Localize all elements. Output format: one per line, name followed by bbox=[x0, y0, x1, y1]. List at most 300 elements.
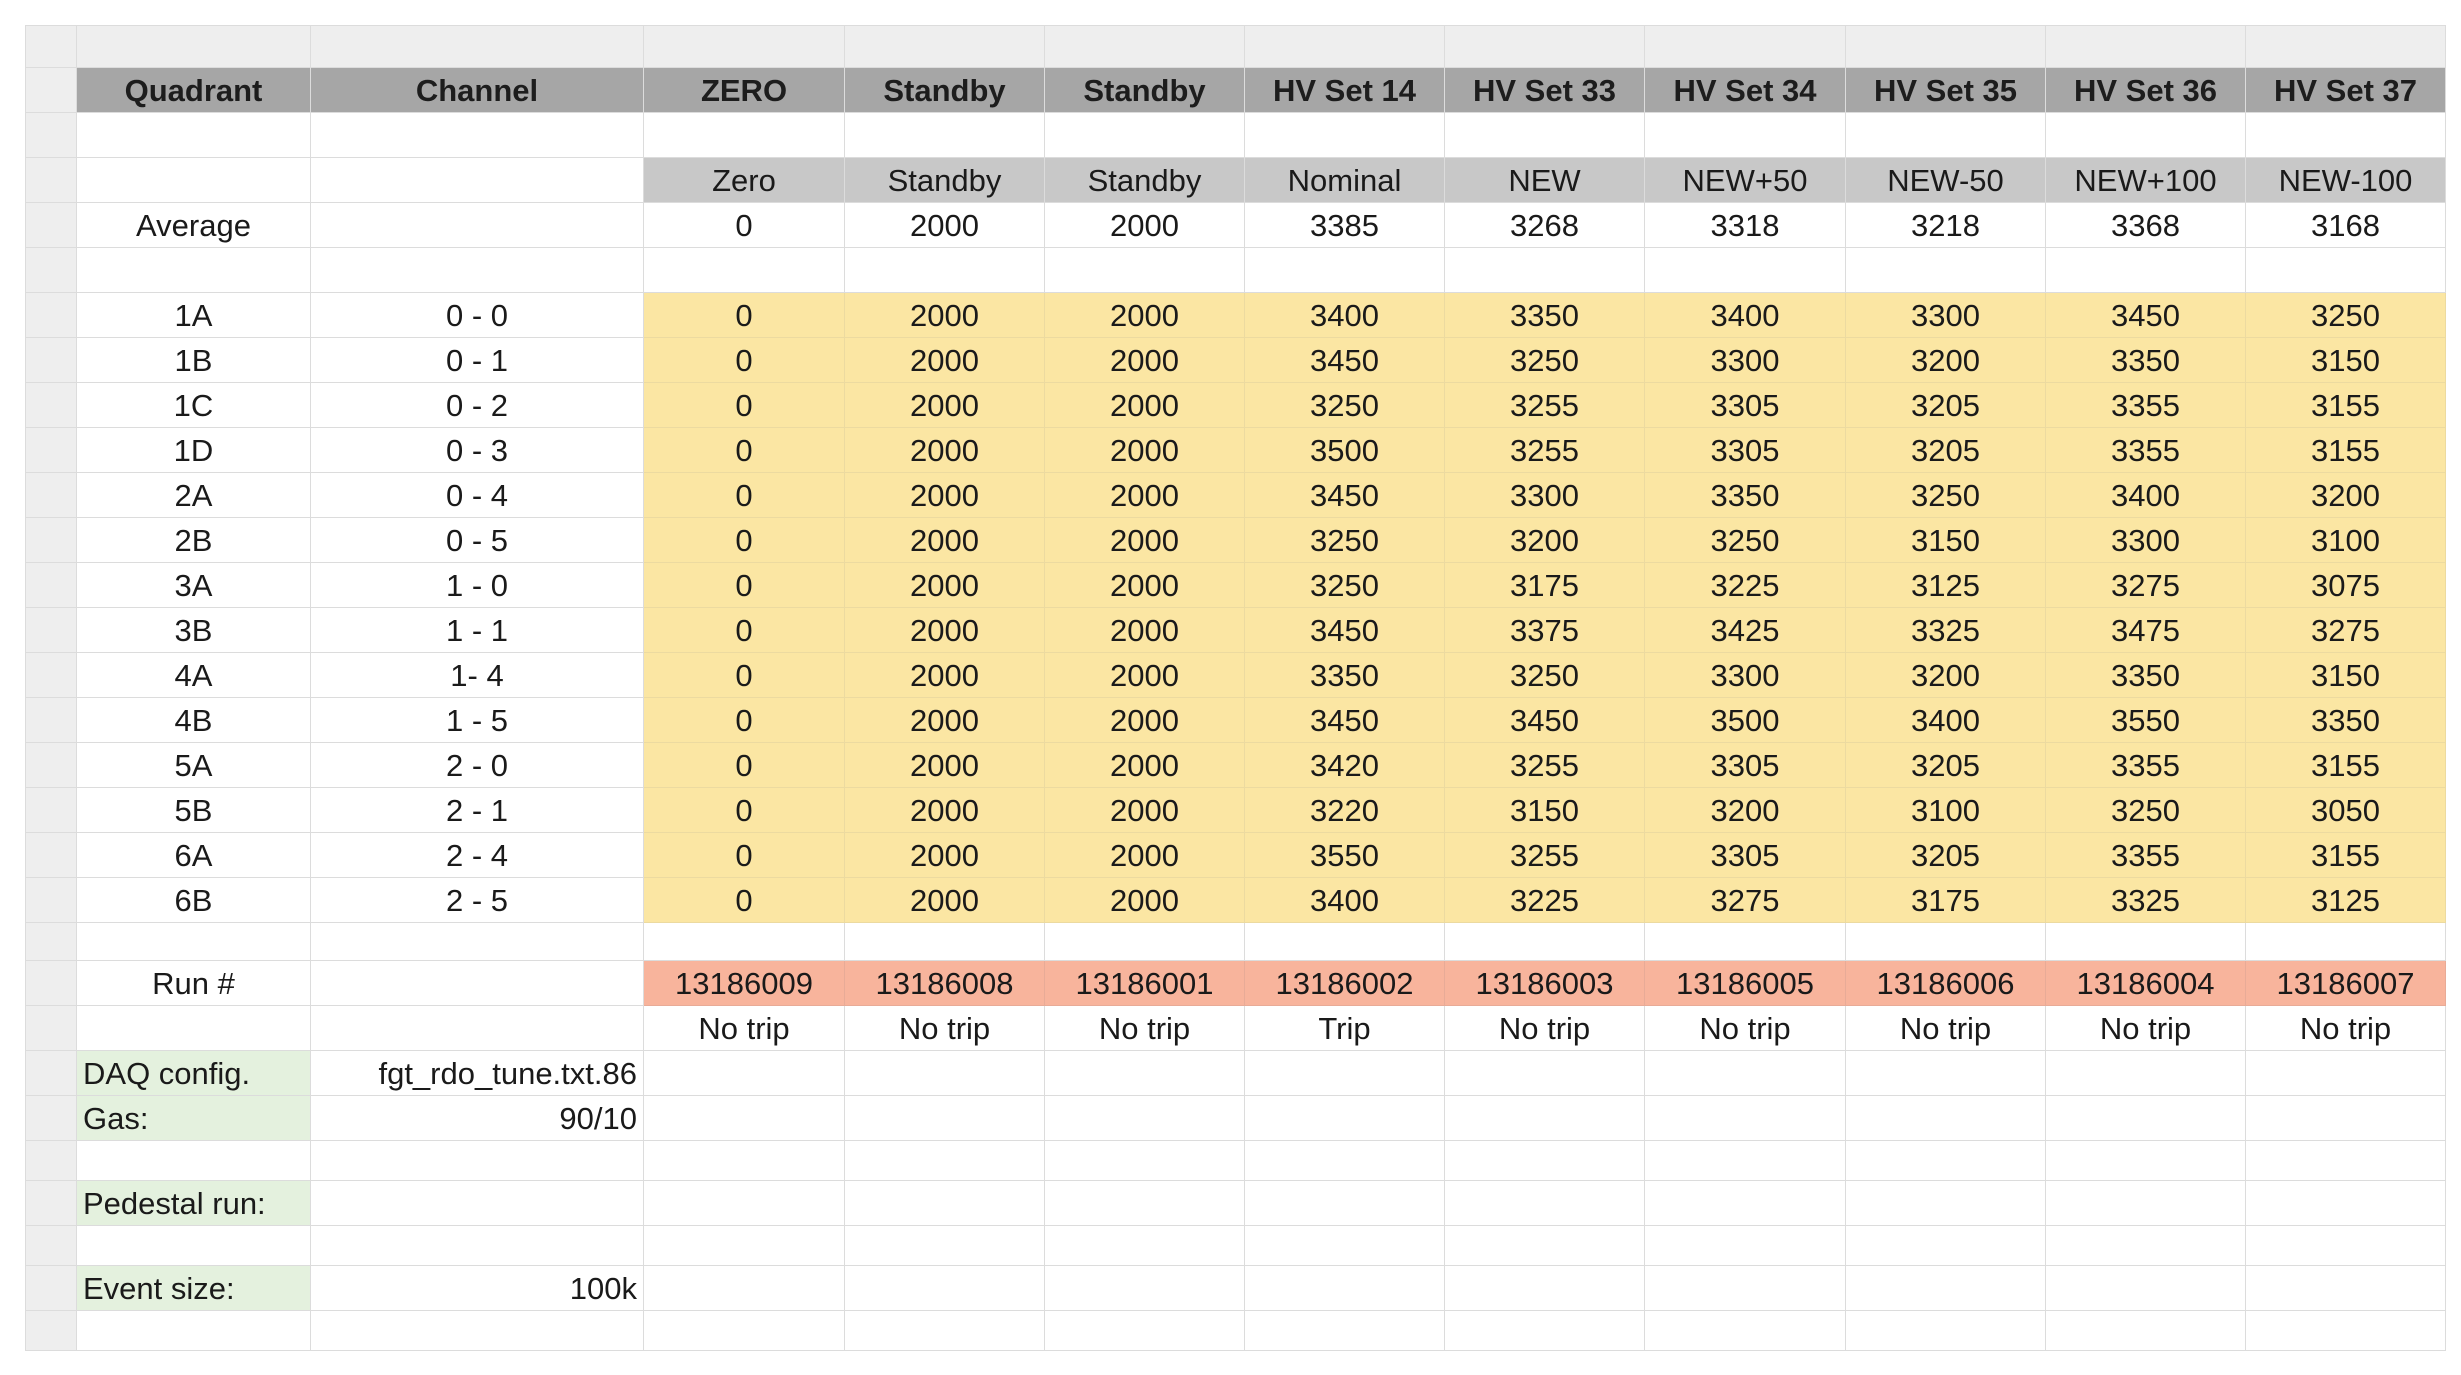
column-header[interactable]: HV Set 37 bbox=[2246, 68, 2446, 113]
hv-value-cell[interactable]: 3200 bbox=[2246, 473, 2446, 518]
empty-cell[interactable] bbox=[1846, 1051, 2046, 1096]
average-value[interactable]: 3385 bbox=[1245, 203, 1445, 248]
hv-value-cell[interactable]: 3150 bbox=[2246, 653, 2446, 698]
setting-label[interactable]: NEW+100 bbox=[2046, 158, 2246, 203]
empty-cell[interactable] bbox=[2046, 1096, 2246, 1141]
hv-value-cell[interactable]: 3375 bbox=[1445, 608, 1645, 653]
event-size-label[interactable]: Event size: bbox=[77, 1266, 311, 1311]
run-number-cell[interactable]: 13186001 bbox=[1045, 961, 1245, 1006]
trip-status-cell[interactable]: No trip bbox=[2046, 1006, 2246, 1051]
empty-cell[interactable] bbox=[2046, 1266, 2246, 1311]
hv-value-cell[interactable]: 2000 bbox=[1045, 293, 1245, 338]
empty-cell[interactable] bbox=[1846, 1181, 2046, 1226]
hv-value-cell[interactable]: 3500 bbox=[1645, 698, 1846, 743]
hv-value-cell[interactable]: 3200 bbox=[1445, 518, 1645, 563]
hv-value-cell[interactable]: 0 bbox=[644, 698, 845, 743]
hv-value-cell[interactable]: 3075 bbox=[2246, 563, 2446, 608]
empty-cell[interactable] bbox=[1445, 1051, 1645, 1096]
setting-label[interactable]: NEW bbox=[1445, 158, 1645, 203]
hv-value-cell[interactable]: 2000 bbox=[845, 833, 1045, 878]
row-header[interactable] bbox=[26, 1096, 77, 1141]
hv-value-cell[interactable]: 0 bbox=[644, 563, 845, 608]
empty-cell[interactable] bbox=[845, 248, 1045, 293]
setting-label[interactable]: NEW-100 bbox=[2246, 158, 2446, 203]
empty-cell[interactable] bbox=[311, 248, 644, 293]
average-value[interactable]: 0 bbox=[644, 203, 845, 248]
hv-value-cell[interactable]: 3400 bbox=[2046, 473, 2246, 518]
gas-label[interactable]: Gas: bbox=[77, 1096, 311, 1141]
run-label[interactable]: Run # bbox=[77, 961, 311, 1006]
hv-value-cell[interactable]: 3325 bbox=[1846, 608, 2046, 653]
hv-value-cell[interactable]: 0 bbox=[644, 338, 845, 383]
hv-value-cell[interactable]: 2000 bbox=[1045, 698, 1245, 743]
hv-value-cell[interactable]: 3250 bbox=[1445, 653, 1645, 698]
average-label[interactable]: Average bbox=[77, 203, 311, 248]
hv-value-cell[interactable]: 2000 bbox=[845, 293, 1045, 338]
empty-cell[interactable] bbox=[2246, 1266, 2446, 1311]
column-header[interactable]: HV Set 36 bbox=[2046, 68, 2246, 113]
hv-value-cell[interactable]: 3225 bbox=[1445, 878, 1645, 923]
hv-value-cell[interactable]: 3325 bbox=[2046, 878, 2246, 923]
run-number-cell[interactable]: 13186005 bbox=[1645, 961, 1846, 1006]
empty-cell[interactable] bbox=[845, 1266, 1045, 1311]
empty-cell[interactable] bbox=[2246, 1226, 2446, 1266]
empty-cell[interactable] bbox=[1846, 1266, 2046, 1311]
hv-value-cell[interactable]: 2000 bbox=[1045, 833, 1245, 878]
hv-value-cell[interactable]: 2000 bbox=[845, 473, 1045, 518]
hv-value-cell[interactable]: 3450 bbox=[1245, 608, 1445, 653]
empty-cell[interactable] bbox=[1645, 1051, 1846, 1096]
hv-value-cell[interactable]: 2000 bbox=[845, 563, 1045, 608]
empty-cell[interactable] bbox=[2046, 923, 2246, 961]
hv-value-cell[interactable]: 2000 bbox=[1045, 878, 1245, 923]
empty-cell[interactable] bbox=[2046, 1311, 2246, 1351]
row-header[interactable] bbox=[26, 203, 77, 248]
empty-cell[interactable] bbox=[2246, 1141, 2446, 1181]
empty-cell[interactable] bbox=[845, 26, 1045, 68]
hv-value-cell[interactable]: 2000 bbox=[1045, 428, 1245, 473]
empty-cell[interactable] bbox=[845, 113, 1045, 158]
channel-cell[interactable]: 0 - 3 bbox=[311, 428, 644, 473]
hv-value-cell[interactable]: 0 bbox=[644, 878, 845, 923]
daq-config-label[interactable]: DAQ config. bbox=[77, 1051, 311, 1096]
empty-cell[interactable] bbox=[1645, 248, 1846, 293]
empty-cell[interactable] bbox=[644, 26, 845, 68]
empty-cell[interactable] bbox=[1245, 26, 1445, 68]
hv-value-cell[interactable]: 2000 bbox=[1045, 743, 1245, 788]
hv-value-cell[interactable]: 2000 bbox=[845, 608, 1045, 653]
empty-cell[interactable] bbox=[1045, 1266, 1245, 1311]
hv-value-cell[interactable]: 2000 bbox=[1045, 473, 1245, 518]
average-value[interactable]: 2000 bbox=[1045, 203, 1245, 248]
average-value[interactable]: 3168 bbox=[2246, 203, 2446, 248]
hv-value-cell[interactable]: 3255 bbox=[1445, 383, 1645, 428]
empty-cell[interactable] bbox=[1245, 1266, 1445, 1311]
row-header[interactable] bbox=[26, 518, 77, 563]
empty-cell[interactable] bbox=[1846, 1141, 2046, 1181]
hv-value-cell[interactable]: 3350 bbox=[2046, 338, 2246, 383]
event-size-value[interactable]: 100k bbox=[311, 1266, 644, 1311]
hv-value-cell[interactable]: 3255 bbox=[1445, 833, 1645, 878]
row-header[interactable] bbox=[26, 1311, 77, 1351]
quadrant-cell[interactable]: 5B bbox=[77, 788, 311, 833]
empty-cell[interactable] bbox=[1846, 1096, 2046, 1141]
empty-cell[interactable] bbox=[1245, 1141, 1445, 1181]
quadrant-cell[interactable]: 3B bbox=[77, 608, 311, 653]
hv-value-cell[interactable]: 0 bbox=[644, 833, 845, 878]
empty-cell[interactable] bbox=[644, 1181, 845, 1226]
hv-value-cell[interactable]: 3250 bbox=[1245, 563, 1445, 608]
empty-cell[interactable] bbox=[644, 113, 845, 158]
hv-value-cell[interactable]: 3400 bbox=[1645, 293, 1846, 338]
channel-cell[interactable]: 0 - 1 bbox=[311, 338, 644, 383]
hv-value-cell[interactable]: 0 bbox=[644, 428, 845, 473]
empty-cell[interactable] bbox=[1045, 1096, 1245, 1141]
row-header[interactable] bbox=[26, 743, 77, 788]
row-header[interactable] bbox=[26, 26, 77, 68]
hv-value-cell[interactable]: 3450 bbox=[1245, 338, 1445, 383]
empty-cell[interactable] bbox=[1245, 1051, 1445, 1096]
hv-value-cell[interactable]: 3355 bbox=[2046, 833, 2246, 878]
average-value[interactable]: 3318 bbox=[1645, 203, 1846, 248]
hv-value-cell[interactable]: 3200 bbox=[1645, 788, 1846, 833]
hv-value-cell[interactable]: 3450 bbox=[1445, 698, 1645, 743]
gas-value[interactable]: 90/10 bbox=[311, 1096, 644, 1141]
hv-value-cell[interactable]: 3250 bbox=[2046, 788, 2246, 833]
hv-value-cell[interactable]: 2000 bbox=[1045, 653, 1245, 698]
row-header[interactable] bbox=[26, 608, 77, 653]
column-header[interactable]: Standby bbox=[845, 68, 1045, 113]
quadrant-cell[interactable]: 2A bbox=[77, 473, 311, 518]
empty-cell[interactable] bbox=[1445, 1226, 1645, 1266]
empty-cell[interactable] bbox=[1645, 923, 1846, 961]
empty-cell[interactable] bbox=[1245, 1096, 1445, 1141]
hv-value-cell[interactable]: 2000 bbox=[845, 788, 1045, 833]
row-header[interactable] bbox=[26, 1226, 77, 1266]
hv-value-cell[interactable]: 3420 bbox=[1245, 743, 1445, 788]
channel-cell[interactable]: 1- 4 bbox=[311, 653, 644, 698]
empty-cell[interactable] bbox=[1045, 1051, 1245, 1096]
empty-cell[interactable] bbox=[311, 1311, 644, 1351]
hv-value-cell[interactable]: 2000 bbox=[1045, 608, 1245, 653]
empty-cell[interactable] bbox=[1445, 1311, 1645, 1351]
empty-cell[interactable] bbox=[77, 26, 311, 68]
quadrant-cell[interactable]: 5A bbox=[77, 743, 311, 788]
empty-cell[interactable] bbox=[1846, 1311, 2046, 1351]
empty-cell[interactable] bbox=[644, 1266, 845, 1311]
trip-status-cell[interactable]: Trip bbox=[1245, 1006, 1445, 1051]
empty-cell[interactable] bbox=[2046, 1181, 2246, 1226]
empty-cell[interactable] bbox=[1846, 26, 2046, 68]
empty-cell[interactable] bbox=[1045, 1141, 1245, 1181]
empty-cell[interactable] bbox=[1245, 1181, 1445, 1226]
column-header[interactable]: Channel bbox=[311, 68, 644, 113]
hv-value-cell[interactable]: 0 bbox=[644, 608, 845, 653]
hv-value-cell[interactable]: 3350 bbox=[1645, 473, 1846, 518]
row-header[interactable] bbox=[26, 293, 77, 338]
setting-label[interactable]: Standby bbox=[1045, 158, 1245, 203]
empty-cell[interactable] bbox=[2046, 26, 2246, 68]
hv-value-cell[interactable]: 3150 bbox=[1846, 518, 2046, 563]
empty-cell[interactable] bbox=[1445, 26, 1645, 68]
row-header[interactable] bbox=[26, 1181, 77, 1226]
hv-value-cell[interactable]: 3205 bbox=[1846, 743, 2046, 788]
row-header[interactable] bbox=[26, 788, 77, 833]
channel-cell[interactable]: 0 - 4 bbox=[311, 473, 644, 518]
hv-value-cell[interactable]: 3250 bbox=[1645, 518, 1846, 563]
quadrant-cell[interactable]: 4A bbox=[77, 653, 311, 698]
hv-value-cell[interactable]: 3550 bbox=[1245, 833, 1445, 878]
empty-cell[interactable] bbox=[311, 961, 644, 1006]
empty-cell[interactable] bbox=[1445, 923, 1645, 961]
quadrant-cell[interactable]: 6A bbox=[77, 833, 311, 878]
hv-value-cell[interactable]: 2000 bbox=[1045, 383, 1245, 428]
empty-cell[interactable] bbox=[311, 26, 644, 68]
column-header[interactable]: HV Set 33 bbox=[1445, 68, 1645, 113]
empty-cell[interactable] bbox=[77, 1141, 311, 1181]
hv-value-cell[interactable]: 3220 bbox=[1245, 788, 1445, 833]
empty-cell[interactable] bbox=[1045, 923, 1245, 961]
quadrant-cell[interactable]: 1A bbox=[77, 293, 311, 338]
hv-value-cell[interactable]: 3550 bbox=[2046, 698, 2246, 743]
hv-value-cell[interactable]: 3205 bbox=[1846, 833, 2046, 878]
quadrant-cell[interactable]: 1D bbox=[77, 428, 311, 473]
empty-cell[interactable] bbox=[1645, 1226, 1846, 1266]
pedestal-run-value[interactable] bbox=[311, 1181, 644, 1226]
row-header[interactable] bbox=[26, 383, 77, 428]
empty-cell[interactable] bbox=[845, 1181, 1045, 1226]
channel-cell[interactable]: 2 - 0 bbox=[311, 743, 644, 788]
row-header[interactable] bbox=[26, 473, 77, 518]
row-header[interactable] bbox=[26, 113, 77, 158]
quadrant-cell[interactable]: 2B bbox=[77, 518, 311, 563]
hv-value-cell[interactable]: 3355 bbox=[2046, 428, 2246, 473]
empty-cell[interactable] bbox=[1846, 248, 2046, 293]
hv-value-cell[interactable]: 0 bbox=[644, 653, 845, 698]
run-number-cell[interactable]: 13186003 bbox=[1445, 961, 1645, 1006]
row-header[interactable] bbox=[26, 248, 77, 293]
empty-cell[interactable] bbox=[1645, 113, 1846, 158]
hv-value-cell[interactable]: 3200 bbox=[1846, 338, 2046, 383]
hv-value-cell[interactable]: 3155 bbox=[2246, 743, 2446, 788]
empty-cell[interactable] bbox=[1245, 113, 1445, 158]
hv-value-cell[interactable]: 0 bbox=[644, 743, 845, 788]
hv-value-cell[interactable]: 3305 bbox=[1645, 383, 1846, 428]
empty-cell[interactable] bbox=[2246, 248, 2446, 293]
empty-cell[interactable] bbox=[77, 248, 311, 293]
hv-value-cell[interactable]: 0 bbox=[644, 473, 845, 518]
hv-value-cell[interactable]: 3450 bbox=[1245, 473, 1445, 518]
hv-value-cell[interactable]: 2000 bbox=[1045, 338, 1245, 383]
hv-value-cell[interactable]: 2000 bbox=[845, 428, 1045, 473]
row-header[interactable] bbox=[26, 1051, 77, 1096]
empty-cell[interactable] bbox=[1245, 1226, 1445, 1266]
row-header[interactable] bbox=[26, 961, 77, 1006]
hv-value-cell[interactable]: 2000 bbox=[1045, 518, 1245, 563]
empty-cell[interactable] bbox=[77, 158, 311, 203]
empty-cell[interactable] bbox=[1846, 113, 2046, 158]
empty-cell[interactable] bbox=[1445, 1096, 1645, 1141]
empty-cell[interactable] bbox=[311, 158, 644, 203]
channel-cell[interactable]: 1 - 1 bbox=[311, 608, 644, 653]
average-value[interactable]: 3368 bbox=[2046, 203, 2246, 248]
trip-status-cell[interactable]: No trip bbox=[1846, 1006, 2046, 1051]
setting-label[interactable]: Standby bbox=[845, 158, 1045, 203]
row-header[interactable] bbox=[26, 563, 77, 608]
empty-cell[interactable] bbox=[311, 1006, 644, 1051]
hv-value-cell[interactable]: 3450 bbox=[2046, 293, 2246, 338]
setting-label[interactable]: Nominal bbox=[1245, 158, 1445, 203]
empty-cell[interactable] bbox=[2246, 113, 2446, 158]
run-number-cell[interactable]: 13186002 bbox=[1245, 961, 1445, 1006]
channel-cell[interactable]: 2 - 4 bbox=[311, 833, 644, 878]
hv-value-cell[interactable]: 3300 bbox=[1445, 473, 1645, 518]
trip-status-cell[interactable]: No trip bbox=[845, 1006, 1045, 1051]
hv-value-cell[interactable]: 2000 bbox=[845, 518, 1045, 563]
empty-cell[interactable] bbox=[1846, 923, 2046, 961]
empty-cell[interactable] bbox=[845, 923, 1045, 961]
row-header[interactable] bbox=[26, 653, 77, 698]
empty-cell[interactable] bbox=[1245, 923, 1445, 961]
hv-value-cell[interactable]: 3305 bbox=[1645, 833, 1846, 878]
empty-cell[interactable] bbox=[1645, 1096, 1846, 1141]
hv-value-cell[interactable]: 3300 bbox=[1645, 653, 1846, 698]
hv-value-cell[interactable]: 3205 bbox=[1846, 428, 2046, 473]
hv-value-cell[interactable]: 3355 bbox=[2046, 383, 2246, 428]
hv-value-cell[interactable]: 3425 bbox=[1645, 608, 1846, 653]
quadrant-cell[interactable]: 6B bbox=[77, 878, 311, 923]
empty-cell[interactable] bbox=[1045, 1226, 1245, 1266]
trip-status-cell[interactable]: No trip bbox=[1645, 1006, 1846, 1051]
hv-value-cell[interactable]: 2000 bbox=[845, 743, 1045, 788]
hv-value-cell[interactable]: 3350 bbox=[1445, 293, 1645, 338]
run-number-cell[interactable]: 13186004 bbox=[2046, 961, 2246, 1006]
trip-status-cell[interactable]: No trip bbox=[1045, 1006, 1245, 1051]
empty-cell[interactable] bbox=[1645, 1266, 1846, 1311]
row-header[interactable] bbox=[26, 1266, 77, 1311]
trip-status-cell[interactable]: No trip bbox=[1445, 1006, 1645, 1051]
hv-value-cell[interactable]: 2000 bbox=[845, 653, 1045, 698]
quadrant-cell[interactable]: 3A bbox=[77, 563, 311, 608]
row-header[interactable] bbox=[26, 158, 77, 203]
empty-cell[interactable] bbox=[2046, 113, 2246, 158]
empty-cell[interactable] bbox=[644, 1226, 845, 1266]
column-header[interactable]: HV Set 34 bbox=[1645, 68, 1846, 113]
channel-cell[interactable]: 0 - 5 bbox=[311, 518, 644, 563]
empty-cell[interactable] bbox=[1445, 1141, 1645, 1181]
empty-cell[interactable] bbox=[644, 1051, 845, 1096]
hv-value-cell[interactable]: 3200 bbox=[1846, 653, 2046, 698]
empty-cell[interactable] bbox=[644, 248, 845, 293]
hv-value-cell[interactable]: 3305 bbox=[1645, 428, 1846, 473]
empty-cell[interactable] bbox=[845, 1311, 1045, 1351]
hv-value-cell[interactable]: 3500 bbox=[1245, 428, 1445, 473]
empty-cell[interactable] bbox=[2246, 1096, 2446, 1141]
hv-value-cell[interactable]: 3205 bbox=[1846, 383, 2046, 428]
daq-config-value[interactable]: fgt_rdo_tune.txt.86 bbox=[311, 1051, 644, 1096]
empty-cell[interactable] bbox=[1045, 248, 1245, 293]
hv-value-cell[interactable]: 3305 bbox=[1645, 743, 1846, 788]
hv-value-cell[interactable]: 3250 bbox=[1245, 383, 1445, 428]
column-header[interactable]: ZERO bbox=[644, 68, 845, 113]
pedestal-run-label[interactable]: Pedestal run: bbox=[77, 1181, 311, 1226]
hv-value-cell[interactable]: 3450 bbox=[1245, 698, 1445, 743]
hv-value-cell[interactable]: 0 bbox=[644, 293, 845, 338]
empty-cell[interactable] bbox=[1245, 1311, 1445, 1351]
channel-cell[interactable]: 2 - 5 bbox=[311, 878, 644, 923]
hv-value-cell[interactable]: 3300 bbox=[1846, 293, 2046, 338]
empty-cell[interactable] bbox=[845, 1226, 1045, 1266]
empty-cell[interactable] bbox=[1045, 26, 1245, 68]
empty-cell[interactable] bbox=[845, 1051, 1045, 1096]
empty-cell[interactable] bbox=[77, 1311, 311, 1351]
empty-cell[interactable] bbox=[1645, 26, 1846, 68]
empty-cell[interactable] bbox=[77, 1006, 311, 1051]
empty-cell[interactable] bbox=[2046, 1051, 2246, 1096]
quadrant-cell[interactable]: 1C bbox=[77, 383, 311, 428]
hv-value-cell[interactable]: 2000 bbox=[1045, 563, 1245, 608]
empty-cell[interactable] bbox=[2246, 1311, 2446, 1351]
empty-cell[interactable] bbox=[1645, 1311, 1846, 1351]
hv-value-cell[interactable]: 3400 bbox=[1245, 293, 1445, 338]
trip-status-cell[interactable]: No trip bbox=[2246, 1006, 2446, 1051]
hv-value-cell[interactable]: 3250 bbox=[2246, 293, 2446, 338]
hv-value-cell[interactable]: 3400 bbox=[1245, 878, 1445, 923]
hv-value-cell[interactable]: 0 bbox=[644, 518, 845, 563]
empty-cell[interactable] bbox=[1645, 1181, 1846, 1226]
hv-value-cell[interactable]: 3255 bbox=[1445, 743, 1645, 788]
empty-cell[interactable] bbox=[2246, 923, 2446, 961]
hv-value-cell[interactable]: 3050 bbox=[2246, 788, 2446, 833]
hv-value-cell[interactable]: 3155 bbox=[2246, 428, 2446, 473]
channel-cell[interactable]: 1 - 5 bbox=[311, 698, 644, 743]
row-header[interactable] bbox=[26, 338, 77, 383]
row-header[interactable] bbox=[26, 68, 77, 113]
row-header[interactable] bbox=[26, 923, 77, 961]
empty-cell[interactable] bbox=[1045, 113, 1245, 158]
hv-value-cell[interactable]: 3350 bbox=[2246, 698, 2446, 743]
setting-label[interactable]: Zero bbox=[644, 158, 845, 203]
empty-cell[interactable] bbox=[845, 1096, 1045, 1141]
setting-label[interactable]: NEW+50 bbox=[1645, 158, 1846, 203]
empty-cell[interactable] bbox=[644, 923, 845, 961]
hv-value-cell[interactable]: 3350 bbox=[1245, 653, 1445, 698]
hv-value-cell[interactable]: 2000 bbox=[845, 698, 1045, 743]
empty-cell[interactable] bbox=[1445, 113, 1645, 158]
run-number-cell[interactable]: 13186009 bbox=[644, 961, 845, 1006]
hv-value-cell[interactable]: 0 bbox=[644, 383, 845, 428]
empty-cell[interactable] bbox=[311, 923, 644, 961]
channel-cell[interactable]: 2 - 1 bbox=[311, 788, 644, 833]
hv-value-cell[interactable]: 3155 bbox=[2246, 833, 2446, 878]
empty-cell[interactable] bbox=[2246, 1051, 2446, 1096]
hv-value-cell[interactable]: 3250 bbox=[1245, 518, 1445, 563]
channel-cell[interactable]: 0 - 2 bbox=[311, 383, 644, 428]
empty-cell[interactable] bbox=[2046, 1141, 2246, 1181]
row-header[interactable] bbox=[26, 833, 77, 878]
hv-value-cell[interactable]: 3250 bbox=[1445, 338, 1645, 383]
empty-cell[interactable] bbox=[1846, 1226, 2046, 1266]
empty-cell[interactable] bbox=[2046, 248, 2246, 293]
hv-value-cell[interactable]: 3300 bbox=[2046, 518, 2246, 563]
hv-value-cell[interactable]: 3350 bbox=[2046, 653, 2246, 698]
run-number-cell[interactable]: 13186008 bbox=[845, 961, 1045, 1006]
empty-cell[interactable] bbox=[644, 1141, 845, 1181]
average-value[interactable]: 2000 bbox=[845, 203, 1045, 248]
hv-value-cell[interactable]: 3175 bbox=[1846, 878, 2046, 923]
empty-cell[interactable] bbox=[1245, 248, 1445, 293]
hv-value-cell[interactable]: 3225 bbox=[1645, 563, 1846, 608]
